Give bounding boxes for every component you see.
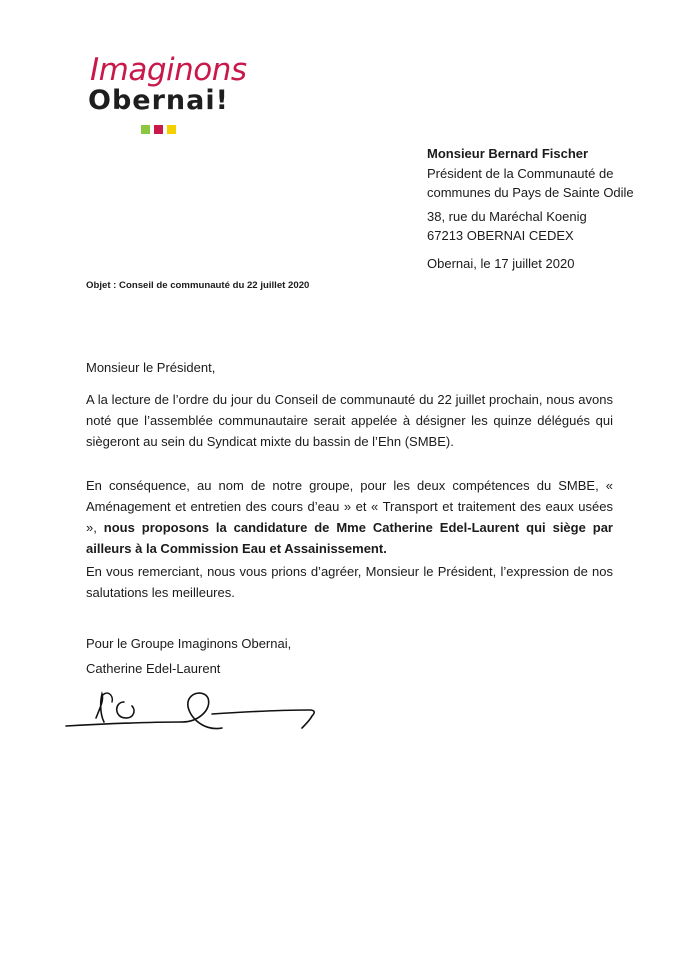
paragraph-2-text: En conséquence, au nom de notre groupe, pour les deux compétences du SMBE, « Aménagement et entretien des cours d’eau » et « Transport et traitement des eaux usées », <box>86 478 613 535</box>
recipient-city: 67213 OBERNAI CEDEX <box>427 228 574 243</box>
logo-dots <box>141 121 180 139</box>
letter-date: Obernai, le 17 juillet 2020 <box>427 256 575 271</box>
paragraph-1: A la lecture de l’ordre du jour du Conseil de communauté du 22 juillet prochain, nous avons noté que l’assemblée communautaire serait appelée à désigner les quinze délégués qui siègeront au sein du Syndicat mixte du bassin de l’Ehn (SMBE). <box>86 392 613 449</box>
recipient-address <box>427 144 634 246</box>
handwritten-signature <box>62 688 322 738</box>
logo-dot-red <box>154 125 163 134</box>
recipient-title-line2: communes du Pays de Sainte Odile <box>427 185 634 200</box>
logo-line1: Imaginons <box>90 52 247 88</box>
logo-line2: Obernai! <box>88 85 229 116</box>
recipient-title-line1: Président de la Communauté de <box>427 165 614 181</box>
logo-dot-green <box>141 125 150 134</box>
logo-dot-yellow <box>167 125 176 134</box>
closing-line: Pour le Groupe Imaginons Obernai, <box>86 636 292 651</box>
logo <box>88 54 248 138</box>
recipient-street: 38, rue du Maréchal Koenig <box>427 208 587 224</box>
paragraph-3: En vous remerciant, nous vous prions d’agréer, Monsieur le Président, l’expression de nos salutations les meilleures. <box>86 564 613 600</box>
subject-line: Objet : Conseil de communauté du 22 juillet 2020 <box>86 280 310 291</box>
signer-name: Catherine Edel-Laurent <box>86 661 221 676</box>
recipient-name: Monsieur Bernard Fischer <box>427 146 589 161</box>
salutation: Monsieur le Président, <box>86 360 216 375</box>
paragraph-2 <box>86 475 613 559</box>
paragraph-2-bold: nous proposons la candidature de Mme Catherine Edel-Laurent qui siège par ailleurs à la Commission Eau et Assainissement. <box>86 520 613 556</box>
